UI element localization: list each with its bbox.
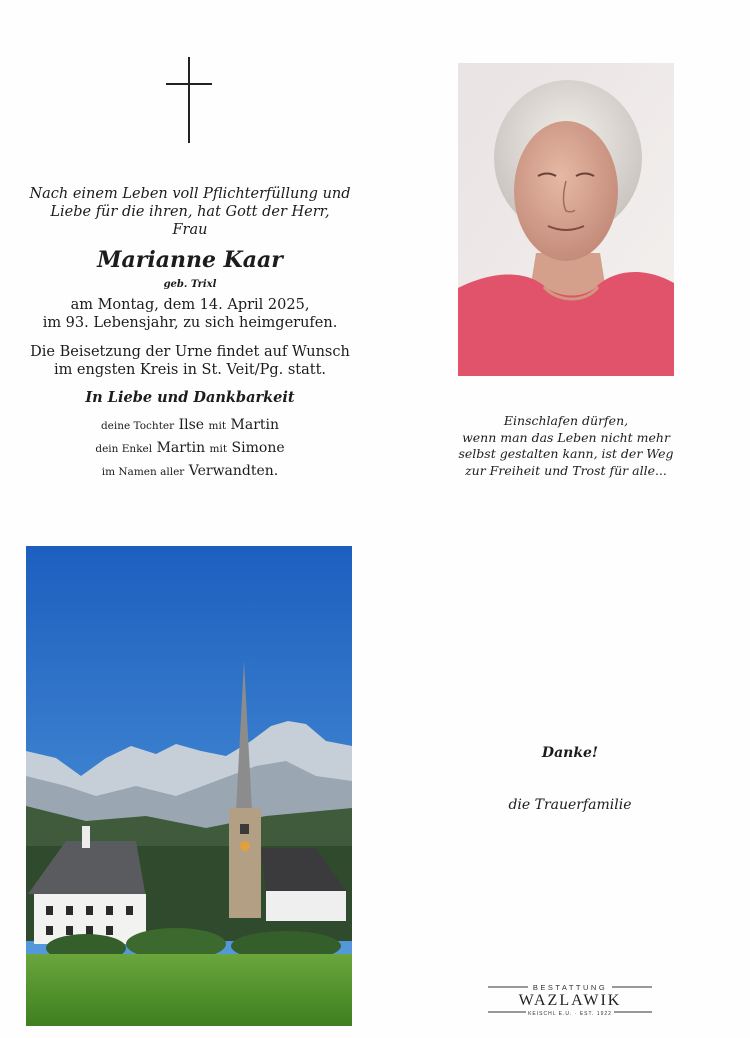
mourners-list — [20, 414, 360, 483]
mourner-line — [20, 460, 360, 483]
love-gratitude-line: In Liebe und Dankbarkeit — [85, 389, 295, 406]
svg-text:BESTATTUNG: BESTATTUNG — [532, 983, 608, 992]
mourner-relation: im Namen aller — [101, 466, 185, 478]
intro-text — [20, 185, 360, 239]
mourner-conj: mit — [209, 443, 228, 455]
birth-name: geb. Trixl — [163, 279, 217, 290]
mourner-line — [20, 414, 360, 437]
mourner-partner: Simone — [231, 440, 285, 456]
quote-line: zur Freiheit und Trost für alle... — [465, 462, 667, 478]
burial-text — [20, 343, 360, 379]
funeral-home-logo — [488, 981, 652, 1017]
thanks-text: Danke! — [541, 745, 599, 761]
svg-text:KEISCHL E.U. · EST. 1922: KEISCHL E.U. · EST. 1922 — [528, 1011, 612, 1017]
mourning-family-text: die Trauerfamilie — [508, 797, 632, 813]
intro-line: Nach einem Leben voll Pflichterfüllung und — [29, 186, 351, 202]
burial-line: Die Beisetzung der Urne findet auf Wunsch — [30, 344, 350, 360]
mourner-partner: Martin — [230, 417, 280, 433]
quote-line: selbst gestalten kann, ist der Weg — [458, 446, 674, 461]
svg-text:WAZLAWIK: WAZLAWIK — [518, 992, 622, 1009]
portrait-photo — [458, 63, 674, 376]
death-line: im 93. Lebensjahr, zu sich heimgerufen. — [42, 315, 338, 331]
mourner-conj: mit — [208, 420, 227, 432]
intro-line: Frau — [172, 222, 208, 238]
mourner-relation: deine Tochter — [100, 420, 175, 432]
deceased-name: Marianne Kaar — [97, 247, 283, 273]
mourner-line — [20, 437, 360, 460]
death-line: am Montag, dem 14. April 2025, — [70, 297, 310, 313]
mourner-name: Ilse — [178, 417, 205, 433]
mourner-name: Verwandten. — [188, 463, 279, 479]
death-date-text — [20, 296, 360, 332]
quote-text — [450, 413, 682, 479]
quote-line: wenn man das Leben nicht mehr — [462, 429, 670, 445]
mourner-name: Martin — [156, 440, 206, 456]
mourner-relation: dein Enkel — [95, 443, 153, 455]
intro-line: Liebe für die ihren, hat Gott der Herr, — [50, 204, 330, 220]
cross-icon — [166, 57, 214, 143]
church-landscape-photo — [26, 546, 352, 1026]
burial-line: im engsten Kreis in St. Veit/Pg. statt. — [53, 362, 327, 378]
quote-line: Einschlafen dürfen, — [503, 413, 629, 428]
